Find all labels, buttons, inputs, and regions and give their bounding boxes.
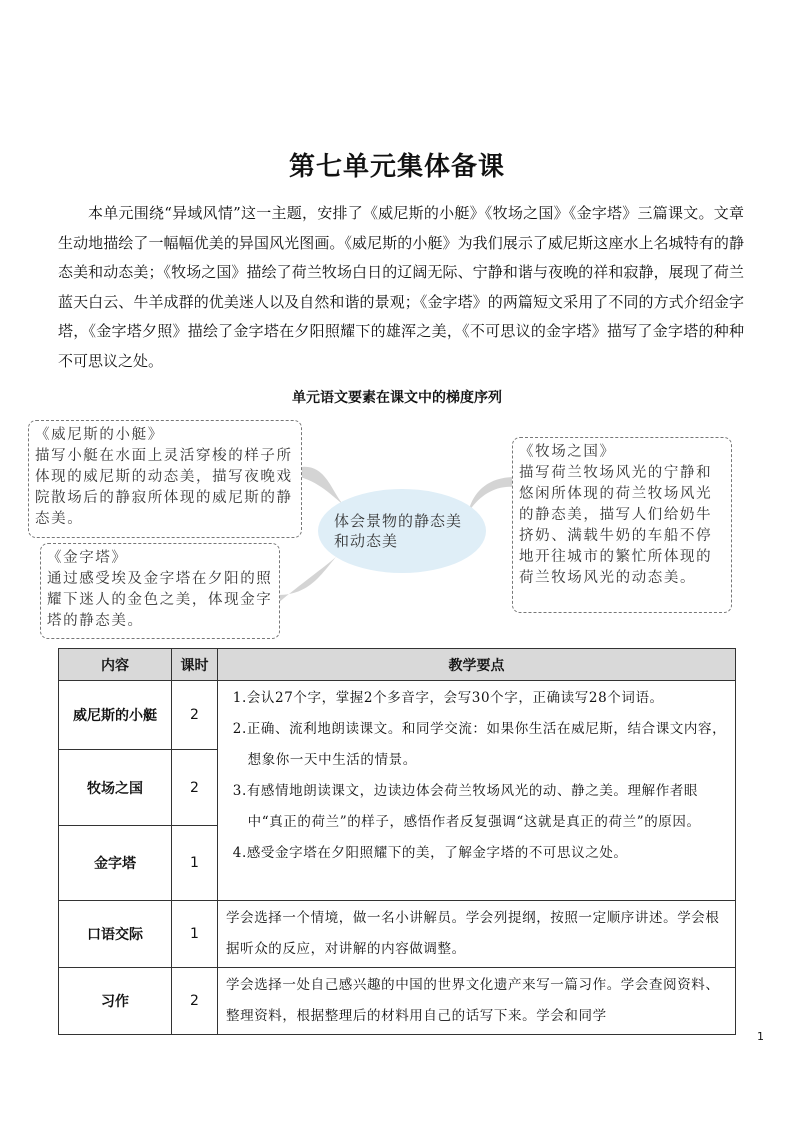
point-item: 2.正确、流利地朗读课文。和同学交流：如果你生活在威尼斯，结合课文内容，想象你一天中生活的情景。 bbox=[232, 721, 727, 768]
pasture-text: 描写荷兰牧场风光的宁静和悠闲所体现的荷兰牧场风光的静态美，描写人们给奶牛挤奶、满载牛奶的车船不停地开往城市的繁忙所体现的荷兰牧场风光的动态美。 bbox=[519, 465, 713, 586]
point-item: 1.会认27个字，掌握2个多音字，会写30个字，正确读写28个词语。 bbox=[232, 690, 664, 706]
table-header-row bbox=[59, 649, 736, 681]
lesson-hours: 2 bbox=[172, 681, 218, 750]
page-number: 1 bbox=[757, 1030, 764, 1043]
mind-map bbox=[0, 405, 794, 645]
lesson-plan-table bbox=[58, 648, 736, 1035]
venice-bubble bbox=[28, 420, 302, 538]
intro-paragraph: 本单元围绕“异域风情”这一主题，安排了《威尼斯的小艇》《牧场之国》《金字塔》三篇课文。文章生动地描绘了一幅幅优美的异国风光图画。《威尼斯的小艇》为我们展示了威尼斯这座水上名城特有的静态美和动态美；《牧场之国》描绘了荷兰牧场白日的辽阔无际、宁静和谐与夜晚的祥和寂静，展现了荷兰蓝天白云、牛羊成群的优美迷人以及自然和谐的景观；《金字塔》的两篇短文采用了不同的方式介绍金字塔，《金字塔夕照》描绘了金字塔在夕阳照耀下的雄浑之美，《不可思议的金字塔》描写了金字塔的种种不可思议之处。 bbox=[58, 204, 744, 370]
lesson-name: 牧场之国 bbox=[59, 750, 172, 826]
venice-text: 描写小艇在水面上灵活穿梭的样子所体现的威尼斯的动态美，描写夜晚戏院散场后的静寂所体现的威尼斯的静态美。 bbox=[35, 448, 293, 527]
page-title: 第七单元集体备课 bbox=[288, 152, 505, 182]
pasture-title: 《牧场之国》 bbox=[519, 444, 616, 460]
lesson-hours: 2 bbox=[172, 750, 218, 826]
venice-title: 《威尼斯的小艇》 bbox=[35, 427, 164, 443]
pyramid-title: 《金字塔》 bbox=[47, 550, 128, 566]
point-item: 学会选择一个情境，做一名小讲解员。学会列提纲，按照一定顺序讲述。学会根据听众的反应，对讲解的内容做调整。 bbox=[226, 910, 720, 957]
section-subtitle: 单元语文要素在课文中的梯度序列 bbox=[292, 390, 502, 406]
lesson-hours: 1 bbox=[172, 826, 218, 901]
pasture-bubble bbox=[512, 437, 732, 613]
writing-points bbox=[218, 968, 736, 1035]
connector-pasture bbox=[468, 477, 515, 513]
lesson-name: 威尼斯的小艇 bbox=[59, 681, 172, 750]
header-hours: 课时 bbox=[172, 649, 218, 681]
center-topic: 体会景物的静态美和动态美 bbox=[318, 489, 486, 573]
point-item: 学会选择一处自己感兴趣的中国的世界文化遗产来写一篇习作。学会查阅资料、整理资料，根据整理后的材料用自己的话写下来。学会和同学 bbox=[226, 977, 720, 1024]
point-item: 3.有感情地朗读课文，边读边体会荷兰牧场风光的动、静之美。理解作者眼中“真正的荷兰”的样子，感悟作者反复强调“这就是真正的荷兰”的原因。 bbox=[232, 783, 701, 830]
lesson-hours: 1 bbox=[172, 901, 218, 968]
lesson-name: 金字塔 bbox=[59, 826, 172, 901]
point-item: 4.感受金字塔在夕阳照耀下的美，了解金字塔的不可思议之处。 bbox=[232, 845, 628, 861]
lesson-points bbox=[218, 681, 736, 901]
header-points: 教学要点 bbox=[218, 649, 736, 681]
oral-points bbox=[218, 901, 736, 968]
pyramid-text: 通过感受埃及金字塔在夕阳的照耀下迷人的金色之美，体现金字塔的静态美。 bbox=[47, 571, 273, 629]
lesson-hours: 2 bbox=[172, 968, 218, 1035]
lesson-name: 习作 bbox=[59, 968, 172, 1035]
table-row bbox=[59, 681, 736, 750]
table-row bbox=[59, 901, 736, 968]
lesson-name: 口语交际 bbox=[59, 901, 172, 968]
table-row bbox=[59, 968, 736, 1035]
header-content: 内容 bbox=[59, 649, 172, 681]
connector-pyramid bbox=[278, 557, 336, 603]
pyramid-bubble bbox=[40, 543, 280, 639]
